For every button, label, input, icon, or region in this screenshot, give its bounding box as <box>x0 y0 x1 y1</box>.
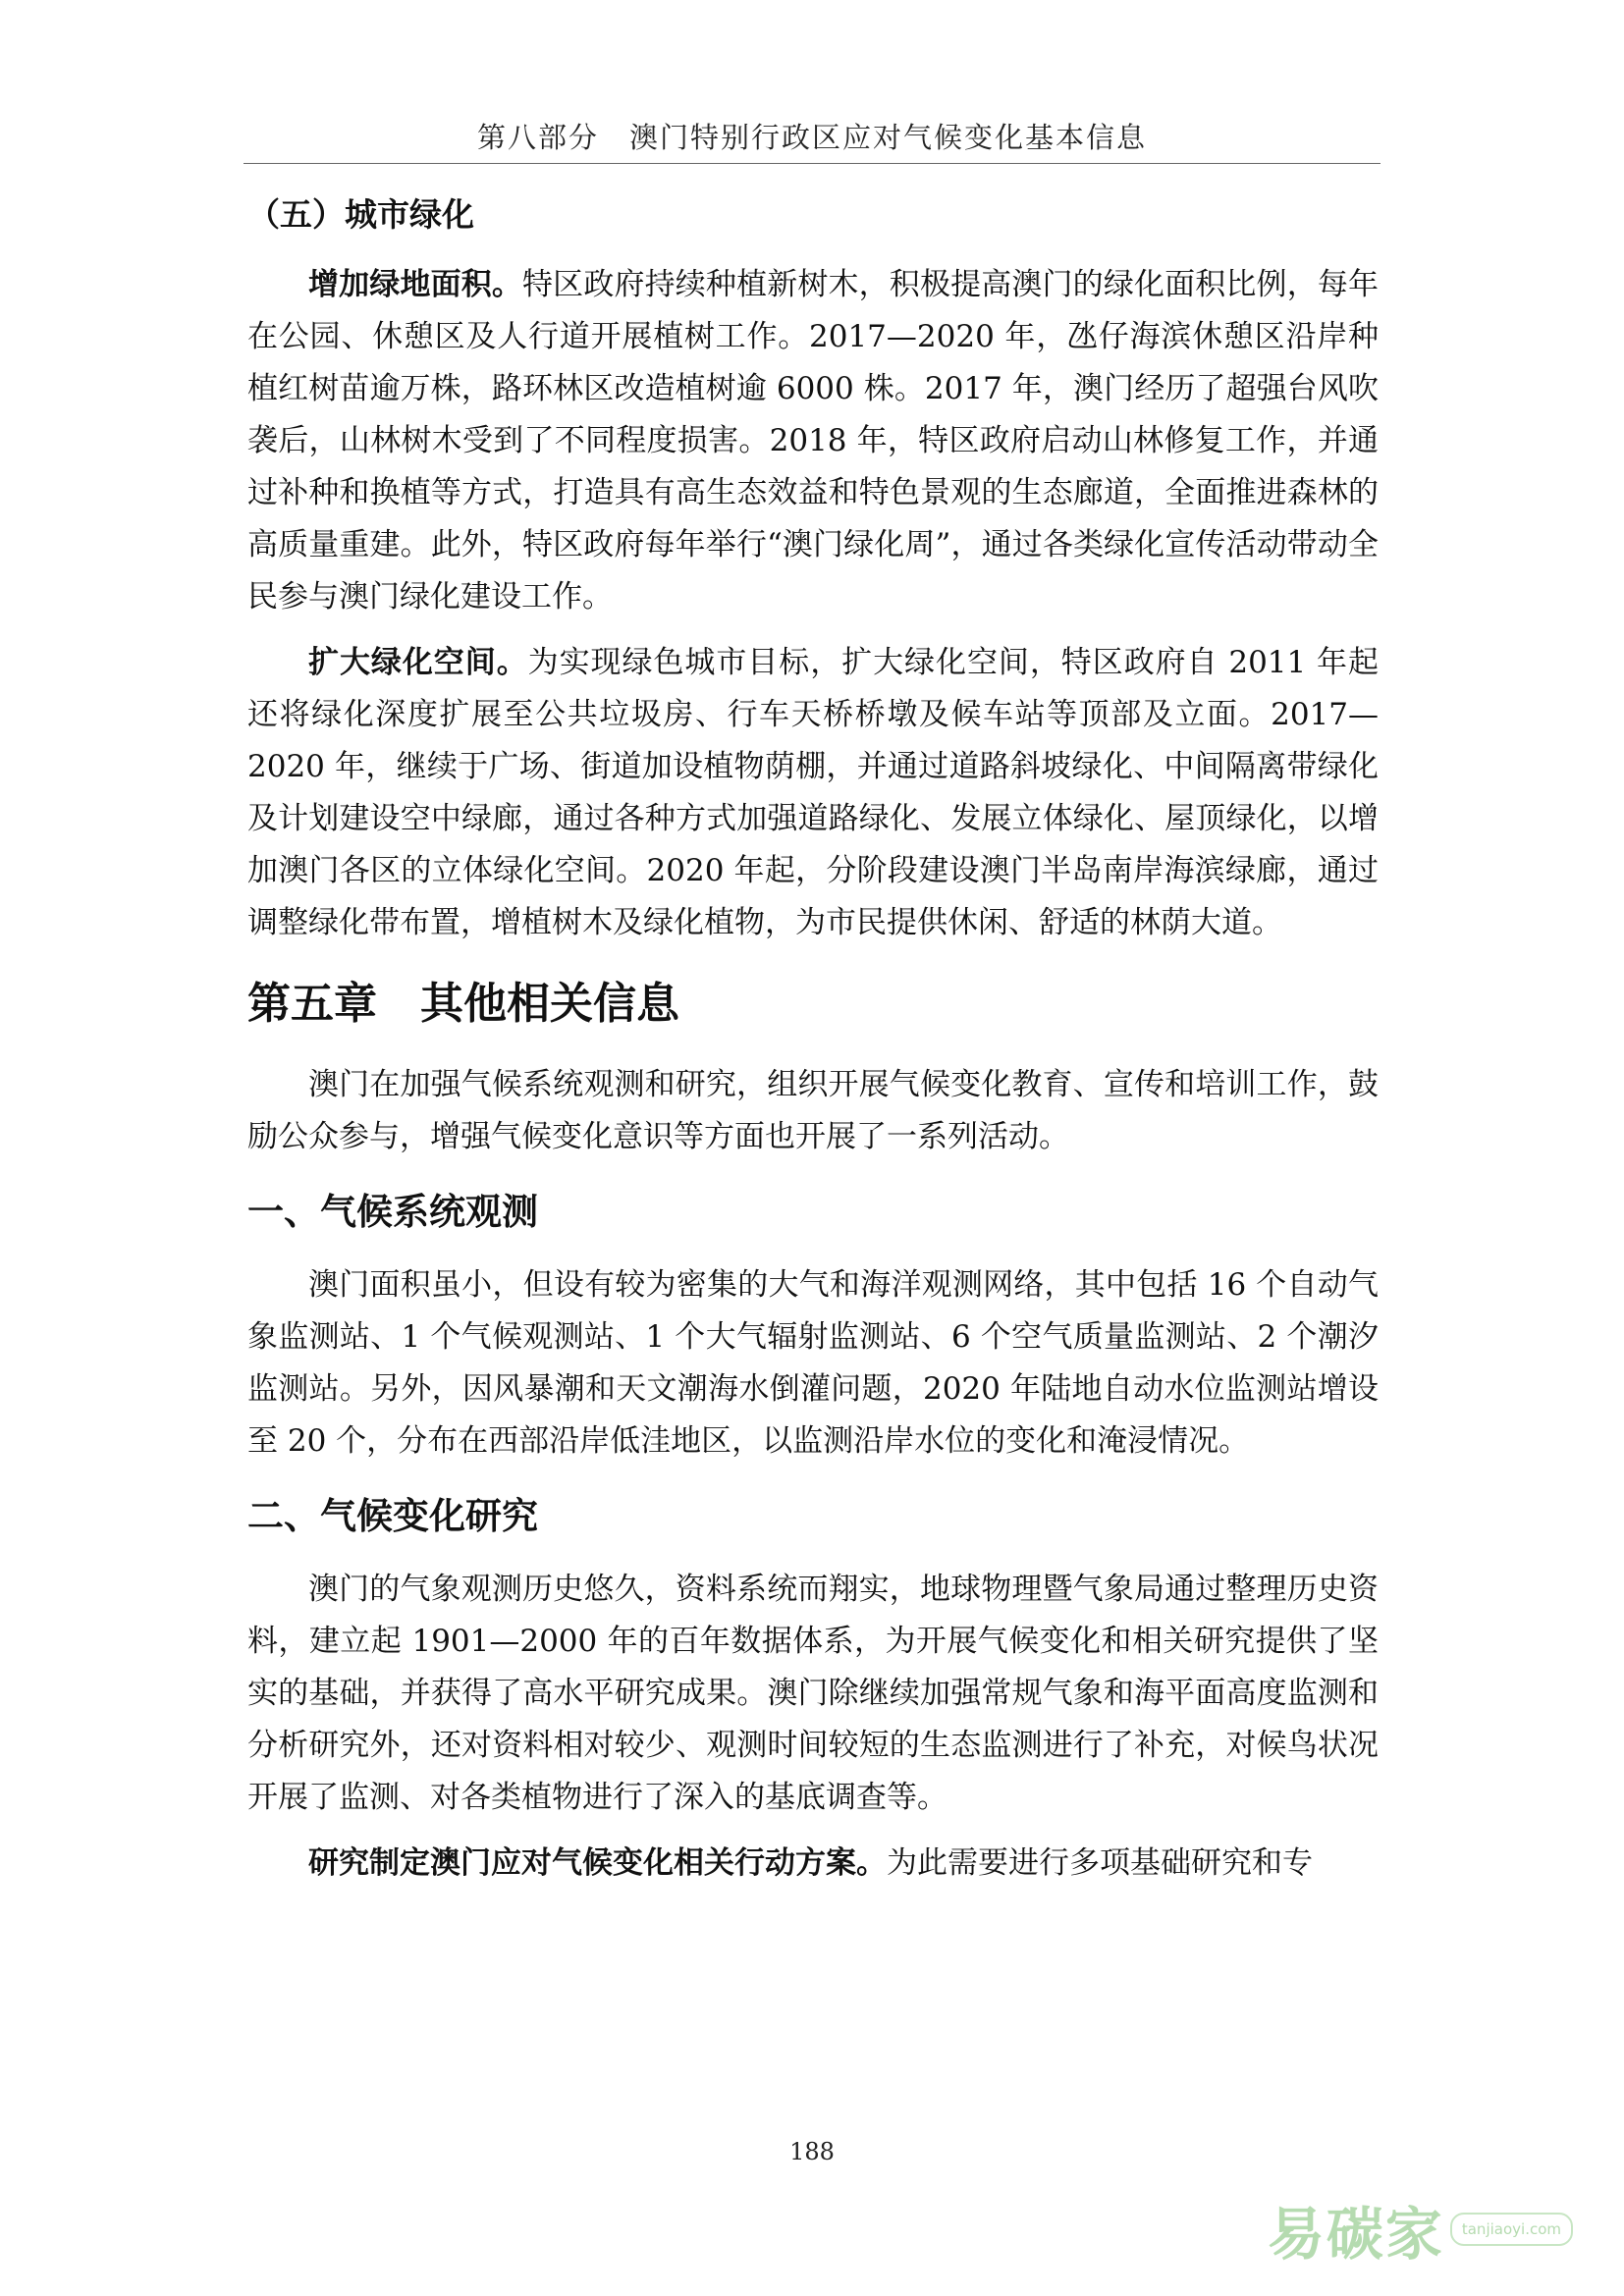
watermark-text: 易碳家 <box>1267 2201 1444 2268</box>
header-rule <box>244 163 1380 164</box>
paragraph-text: 为此需要进行多项基础研究和专 <box>887 1845 1313 1881</box>
heading-urban-greening: （五）城市绿化 <box>247 195 474 234</box>
paragraph-lead: 扩大绿化空间。 <box>308 645 528 680</box>
paragraph-text: 澳门在加强气候系统观测和研究，组织开展气候变化教育、宣传和培训工作，鼓励公众参与，增强气候变化意识等方面也开展了一系列活动。 <box>247 1067 1379 1154</box>
paragraph-text: 澳门面积虽小，但设有较为密集的大气和海洋观测网络，其中包括 16 个自动气象监测站、1 个气候观测站、1 个大气辐射监测站、6 个空气质量监测站、2 个潮汐监测站。另外，因风暴潮和天文潮海水倒灌问题，2020 年陆地自动水位监测站增设至 20 个，分布在西部沿岸低洼地区，以监测沿岸水位的变化和淹浸情况。 <box>247 1267 1379 1459</box>
paragraph-text: 为实现绿色城市目标，扩大绿化空间，特区政府自 2011 年起还将绿化深度扩展至公共垃圾房、行车天桥桥墩及候车站等顶部及立面。2017—2020 年，继续于广场、街道加设植物荫棚，并通过道路斜坡绿化、中间隔离带绿化及计划建设空中绿廊，通过各种方式加强道路绿化、发展立体绿化、屋顶绿化，以增加澳门各区的立体绿化空间。2020 年起，分阶段建设澳门半岛南岸海滨绿廊，通过调整绿化带布置，增植树木及绿化植物，为市民提供休闲、舒适的林荫大道。 <box>247 645 1379 940</box>
paragraph <box>247 259 1379 623</box>
running-header: 第八部分 澳门特别行政区应对气候变化基本信息 <box>476 121 1147 154</box>
heading-climate-research: 二、气候变化研究 <box>247 1495 538 1537</box>
heading-climate-observation: 一、气候系统观测 <box>247 1191 538 1233</box>
paragraph <box>247 1059 1379 1163</box>
paragraph <box>247 1259 1379 1468</box>
chapter-heading: 第五章 其他相关信息 <box>247 979 679 1029</box>
page-number: 188 <box>789 2138 835 2165</box>
paragraph-text: 特区政府持续种植新树木，积极提高澳门的绿化面积比例，每年在公园、休憩区及人行道开展植树工作。2017—2020 年，氹仔海滨休憩区沿岸种植红树苗逾万株，路环林区改造植树逾 6000 株。2017 年，澳门经历了超强台风吹袭后，山林树木受到了不同程度损害。2018 年，特区政府启动山林修复工作，并通过补种和换植等方式，打造具有高生态效益和特色景观的生态廊道，全面推进森林的高质量重建。此外，特区政府每年举行“澳门绿化周”，通过各类绿化宣传活动带动全民参与澳门绿化建设工作。 <box>247 267 1380 614</box>
paragraph-lead: 增加绿地面积。 <box>308 267 523 302</box>
paragraph <box>247 1838 1379 1890</box>
paragraph-lead: 研究制定澳门应对气候变化相关行动方案。 <box>308 1845 887 1881</box>
page-body <box>247 192 1379 1903</box>
paragraph-text: 澳门的气象观测历史悠久，资料系统而翔实，地球物理暨气象局通过整理历史资料，建立起 1901—2000 年的百年数据体系，为开展气候变化和相关研究提供了坚实的基础，并获得了高水平研究成果。澳门除继续加强常规气象和海平面高度监测和分析研究外，还对资料相对较少、观测时间较短的生态监测进行了补充，对候鸟状况开展了监测、对各类植物进行了深入的基底调查等。 <box>247 1572 1379 1815</box>
watermark <box>1268 2188 1573 2270</box>
paragraph <box>247 1564 1379 1824</box>
paragraph <box>247 637 1379 949</box>
watermark-domain: tanjiaoyi.com <box>1450 2213 1573 2246</box>
